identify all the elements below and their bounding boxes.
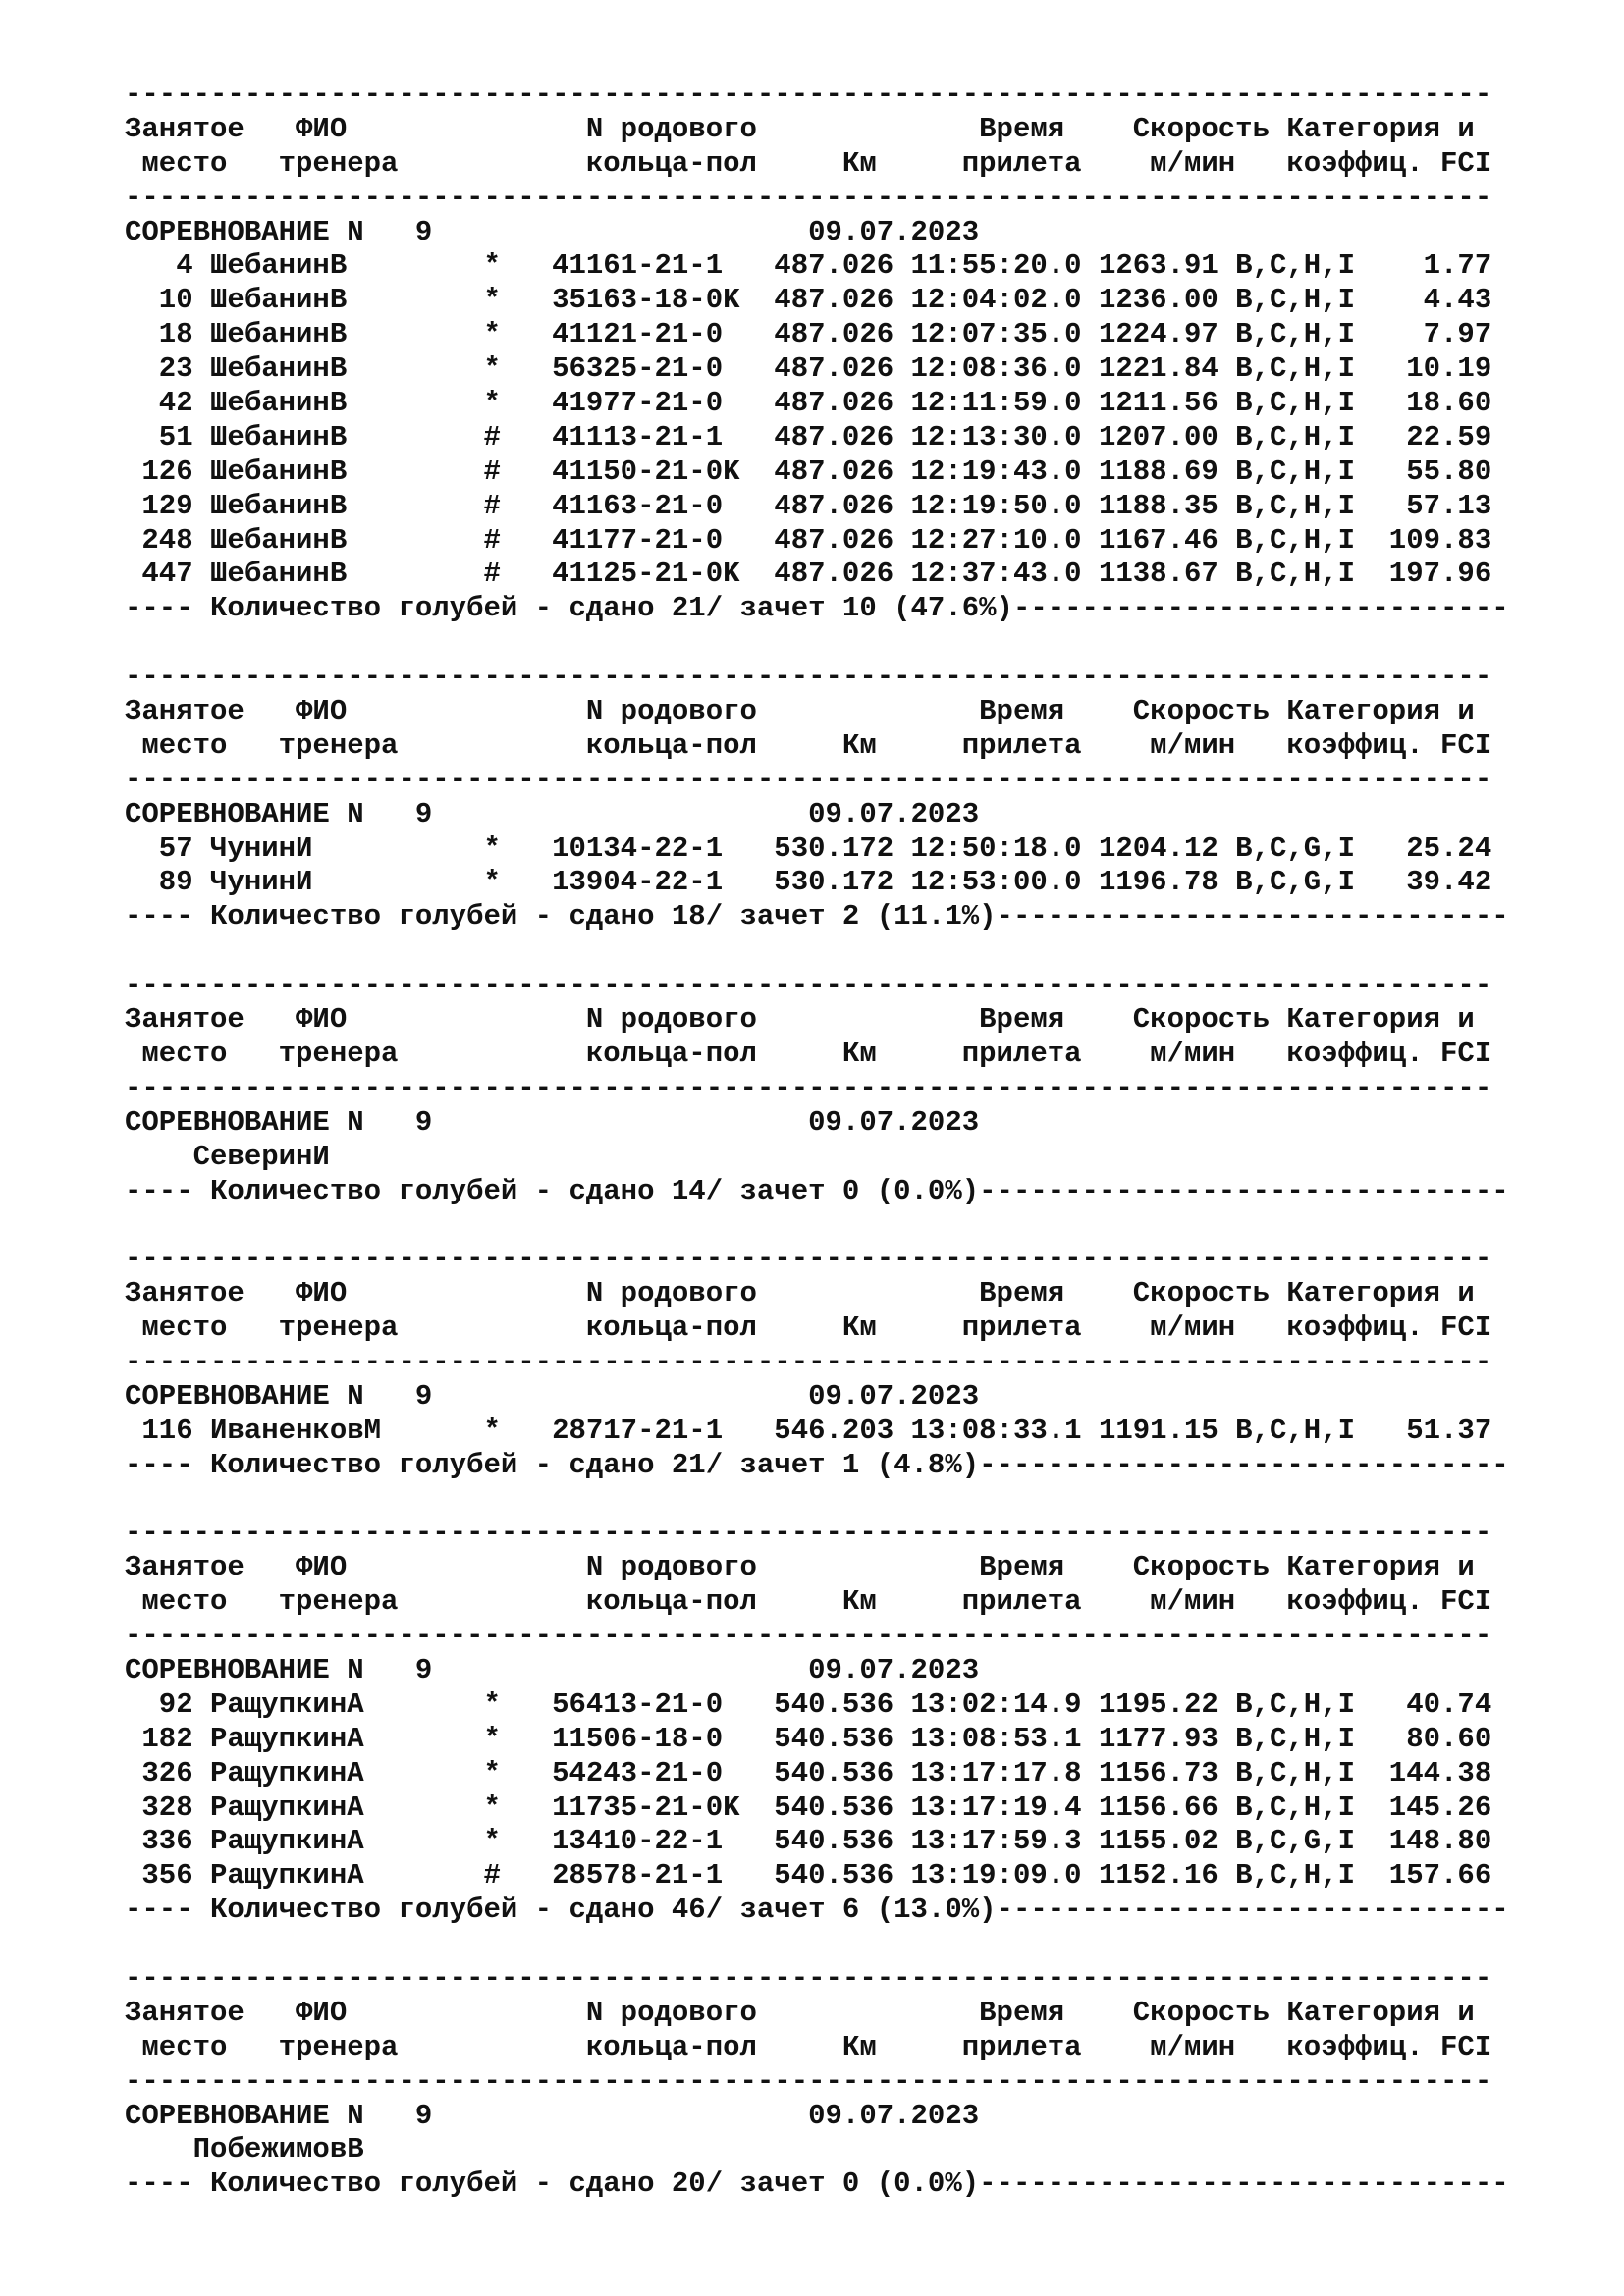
result-row: 89 ЧунинИ * 13904-22-1 530.172 12:53:00.0 1196.78 B,C,G,I 39.42 (125, 866, 1492, 899)
result-row: 326 РащупкинА * 54243-21-0 540.536 13:17:17.8 1156.73 B,C,H,I 144.38 (125, 1756, 1492, 1789)
result-row: 10 ШебанинВ * 35163-18-0K 487.026 12:04:02.0 1236.00 B,C,H,I 4.43 (125, 284, 1492, 317)
result-row: 129 ШебанинВ # 41163-21-0 487.026 12:19:50.0 1188.35 B,C,H,I 57.13 (125, 489, 1492, 522)
column-header-line: Занятое ФИО N родового Время Скорость Категория и (125, 1551, 1475, 1584)
separator-line: -------------------------------------------------------------------------------- (125, 763, 1492, 796)
column-header-line: Занятое ФИО N родового Время Скорость Категория и (125, 1003, 1475, 1037)
separator-line: -------------------------------------------------------------------------------- (125, 1961, 1492, 1995)
separator-line: -------------------------------------------------------------------------------- (125, 2064, 1492, 2098)
column-header-line: Занятое ФИО N родового Время Скорость Категория и (125, 695, 1475, 728)
separator-line: -------------------------------------------------------------------------------- (125, 1243, 1492, 1276)
result-row: 92 РащупкинА * 56413-21-0 540.536 13:02:14.9 1195.22 B,C,H,I 40.74 (125, 1687, 1492, 1721)
result-row: 447 ШебанинВ # 41125-21-0K 487.026 12:37:43.0 1138.67 B,C,H,I 197.96 (125, 558, 1492, 591)
results-block (125, 1517, 1597, 1962)
results-block (125, 1962, 1597, 2202)
summary-line: ---- Количество голубей - сдано 21/ зачет 1 (4.8%)------------------------------- (125, 1448, 1509, 1481)
separator-line: -------------------------------------------------------------------------------- (125, 79, 1492, 111)
competition-title: СОРЕВНОВАНИЕ N 9 09.07.2023 (125, 1105, 980, 1139)
result-row: 356 РащупкинА # 28578-21-1 540.536 13:19:09.0 1152.16 B,C,H,I 157.66 (125, 1859, 1492, 1893)
result-row: 116 ИваненковМ * 28717-21-1 546.203 13:08:33.1 1191.15 B,C,H,I 51.37 (125, 1414, 1492, 1447)
column-header-line: Занятое ФИО N родового Время Скорость Категория и (125, 112, 1475, 145)
separator-line: -------------------------------------------------------------------------------- (125, 1345, 1492, 1378)
block-gap (125, 934, 1597, 969)
result-row: 18 ШебанинВ * 41121-21-0 487.026 12:07:35.0 1224.97 B,C,H,I 7.97 (125, 318, 1492, 351)
results-block (125, 661, 1597, 969)
result-row: ПобежимовВ (125, 2133, 364, 2166)
column-header-line: место тренера кольца-пол Км прилета м/мин коэффиц. FCI (125, 1585, 1492, 1619)
results-document (125, 79, 1597, 2202)
competition-title: СОРЕВНОВАНИЕ N 9 09.07.2023 (125, 1379, 980, 1413)
separator-line: -------------------------------------------------------------------------------- (125, 661, 1492, 694)
competition-title: СОРЕВНОВАНИЕ N 9 09.07.2023 (125, 215, 980, 248)
separator-line: -------------------------------------------------------------------------------- (125, 1620, 1492, 1653)
summary-line: ---- Количество голубей - сдано 14/ зачет 0 (0.0%)------------------------------- (125, 1174, 1509, 1207)
column-header-line: место тренера кольца-пол Км прилета м/мин коэффиц. FCI (125, 2030, 1492, 2063)
column-header-line: место тренера кольца-пол Км прилета м/мин коэффиц. FCI (125, 728, 1492, 762)
summary-line: ---- Количество голубей - сдано 21/ зачет 10 (47.6%)----------------------------- (125, 592, 1509, 625)
result-row: 51 ШебанинВ # 41113-21-1 487.026 12:13:30.0 1207.00 B,C,H,I 22.59 (125, 420, 1492, 454)
separator-line: -------------------------------------------------------------------------------- (125, 1517, 1492, 1550)
result-row: СеверинИ (125, 1140, 330, 1173)
column-header-line: место тренера кольца-пол Км прилета м/мин коэффиц. FCI (125, 1311, 1492, 1345)
result-row: 328 РащупкинА * 11735-21-0K 540.536 13:17:19.4 1156.66 B,C,H,I 145.26 (125, 1790, 1492, 1824)
competition-title: СОРЕВНОВАНИЕ N 9 09.07.2023 (125, 797, 980, 830)
separator-line: -------------------------------------------------------------------------------- (125, 969, 1492, 1002)
result-row: 42 ШебанинВ * 41977-21-0 487.026 12:11:59.0 1211.56 B,C,H,I 18.60 (125, 387, 1492, 420)
results-block (125, 969, 1597, 1243)
column-header-line: место тренера кольца-пол Км прилета м/мин коэффиц. FCI (125, 146, 1492, 180)
column-header-line: место тренера кольца-пол Км прилета м/мин коэффиц. FCI (125, 1037, 1492, 1070)
separator-line: -------------------------------------------------------------------------------- (125, 1071, 1492, 1104)
summary-line: ---- Количество голубей - сдано 46/ зачет 6 (13.0%)------------------------------ (125, 1894, 1509, 1927)
result-row: 4 ШебанинВ * 41161-21-1 487.026 11:55:20.0 1263.91 B,C,H,I 1.77 (125, 249, 1492, 283)
result-row: 57 ЧунинИ * 10134-22-1 530.172 12:50:18.0 1204.12 B,C,G,I 25.24 (125, 831, 1492, 865)
result-row: 126 ШебанинВ # 41150-21-0K 487.026 12:19:43.0 1188.69 B,C,H,I 55.80 (125, 454, 1492, 488)
result-row: 248 ШебанинВ # 41177-21-0 487.026 12:27:10.0 1167.46 B,C,H,I 109.83 (125, 523, 1492, 557)
result-row: 182 РащупкинА * 11506-18-0 540.536 13:08:53.1 1177.93 B,C,H,I 80.60 (125, 1722, 1492, 1755)
result-row: 336 РащупкинА * 13410-22-1 540.536 13:17:59.3 1155.02 B,C,G,I 148.80 (125, 1825, 1492, 1858)
separator-line: -------------------------------------------------------------------------------- (125, 181, 1492, 214)
block-gap (125, 1483, 1597, 1518)
summary-line: ---- Количество голубей - сдано 20/ зачет 0 (0.0%)------------------------------- (125, 2167, 1509, 2201)
competition-title: СОРЕВНОВАНИЕ N 9 09.07.2023 (125, 2099, 980, 2132)
results-block (125, 79, 1597, 661)
column-header-line: Занятое ФИО N родового Время Скорость Категория и (125, 1277, 1475, 1310)
column-header-line: Занятое ФИО N родового Время Скорость Категория и (125, 1996, 1475, 2029)
block-gap (125, 626, 1597, 661)
block-gap (125, 1208, 1597, 1243)
results-block (125, 1243, 1597, 1517)
summary-line: ---- Количество голубей - сдано 18/ зачет 2 (11.1%)------------------------------ (125, 900, 1509, 934)
competition-title: СОРЕВНОВАНИЕ N 9 09.07.2023 (125, 1653, 980, 1686)
block-gap (125, 1928, 1597, 1962)
result-row: 23 ШебанинВ * 56325-21-0 487.026 12:08:36.0 1221.84 B,C,H,I 10.19 (125, 352, 1492, 386)
